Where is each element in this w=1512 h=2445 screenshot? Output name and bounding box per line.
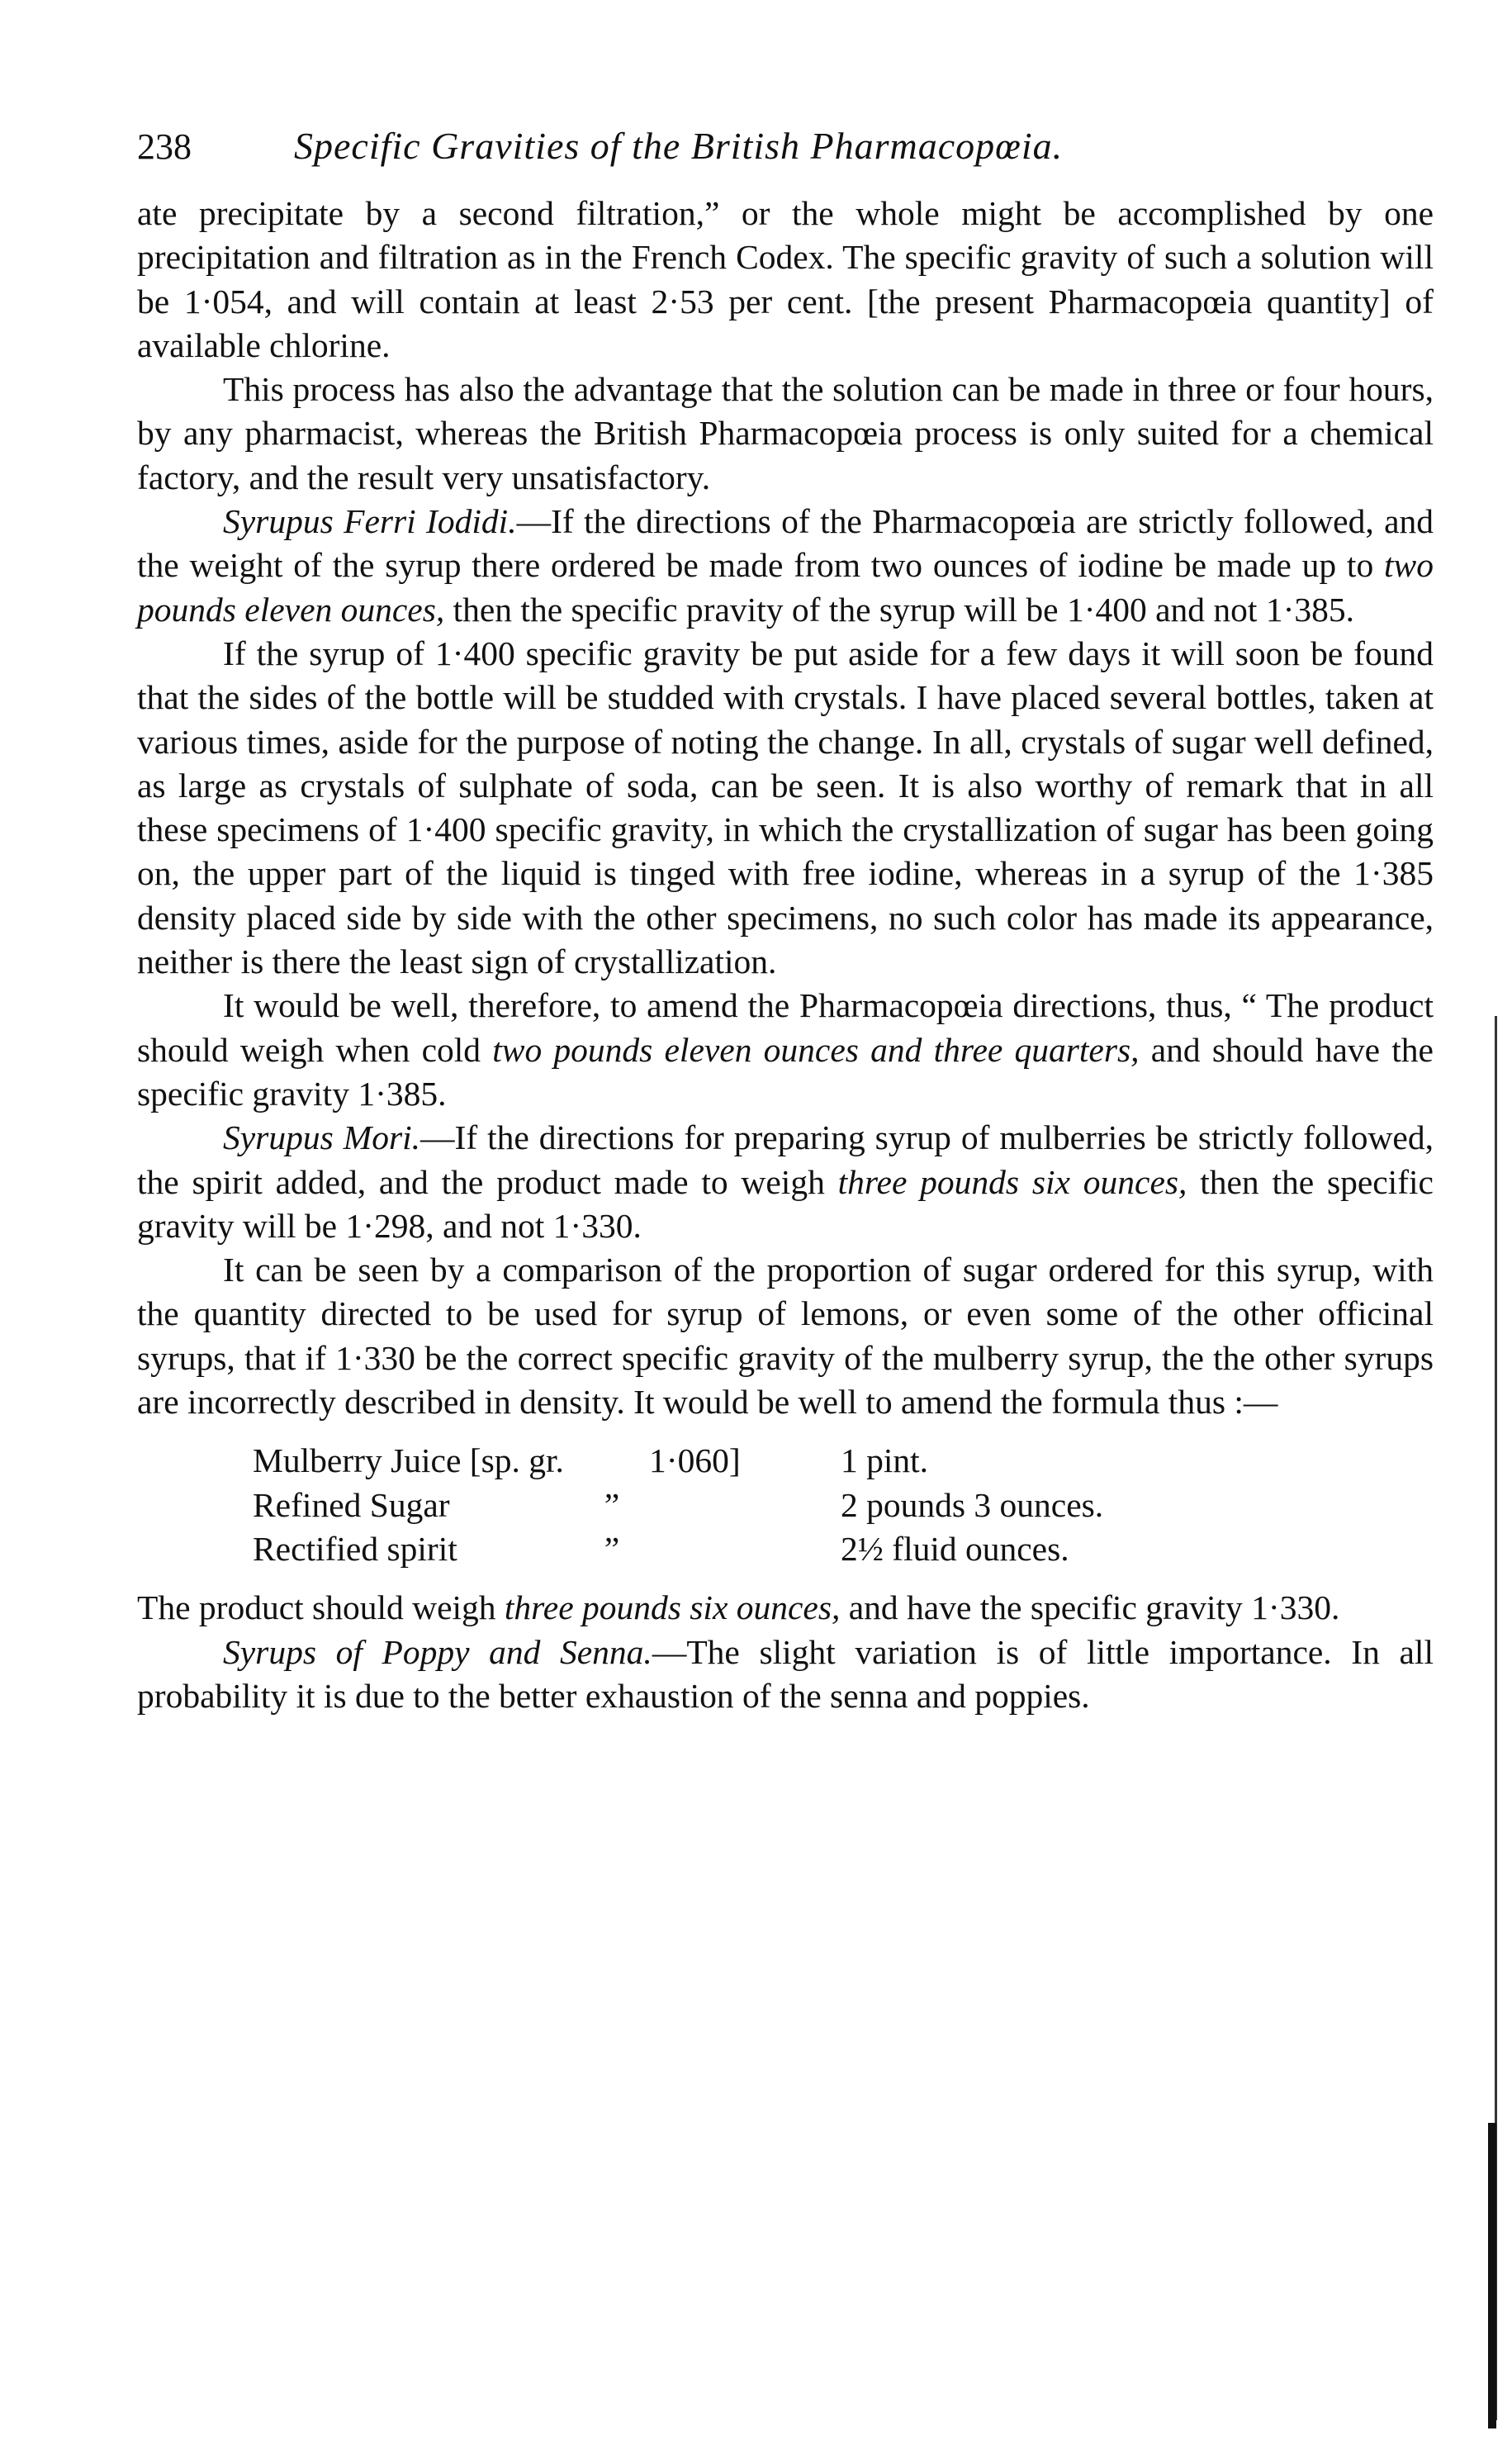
page-header (137, 124, 1434, 182)
formula-ditto: ” (604, 1485, 620, 1524)
formula-table (253, 1439, 1434, 1571)
paragraph-syrupus-mori (137, 1116, 1434, 1248)
paragraph-text: —If the directions of the Pharmacopœia are strictly followed, and the weight of the syrup there ordered be made from two ounces of iodine be made up to (137, 502, 1434, 585)
formula-quantity: 2 pounds 3 ounces. (841, 1485, 1104, 1524)
paragraph-text: and should have the specific gravity 1·385. (137, 1030, 1434, 1113)
emphasis-text: two pounds eleven ounces and three quarters, (492, 1030, 1140, 1069)
paragraph-text: It would be well, therefore, to amend the Pharmacopœia directions, thus, “ The product should weigh when cold (137, 986, 1434, 1069)
section-title-syrups-poppy-senna: Syrups of Poppy and Senna. (223, 1632, 652, 1671)
paragraph-text: The product should weigh (137, 1588, 505, 1627)
paragraph-amend-directions (137, 984, 1434, 1116)
paragraph-poppy-senna (137, 1631, 1434, 1719)
paragraph-comparison: It can be seen by a comparison of the proportion of sugar ordered for this syrup, with the quantity directed to be used for syrup of lemons, or even some of the other officinal syrups, that if 1·330 be the correct specific gravity of the mulberry syrup, the the other syrups are incorrectly described in density. It would be well to amend the formula thus :— (137, 1251, 1434, 1422)
formula-ingredient: Mulberry Juice [sp. gr. (253, 1441, 564, 1480)
formula-gravity (649, 1484, 841, 1527)
formula-gravity: 1·060] (649, 1441, 741, 1480)
formula-row (253, 1439, 1434, 1483)
formula-ingredient: Refined Sugar (253, 1485, 450, 1524)
formula-ditto: ” (604, 1529, 620, 1568)
emphasis-text: three pounds six ounces, (504, 1588, 841, 1627)
paragraph-text: —The slight variation is of little importance. In all probability it is due to the better exhaustion of the senna and poppies. (137, 1632, 1434, 1715)
running-head: Specific Gravities of the British Pharmacopœia. (294, 125, 1064, 167)
formula-gravity (649, 1527, 841, 1571)
formula-ingredient: Rectified spirit (253, 1529, 457, 1568)
paragraph-crystallization: If the syrup of 1·400 specific gravity be put aside for a few days it will soon be found that the sides of the bottle will be studded with crystals. I have placed several bottles, taken at various times, aside for the purpose of noting the change. In all, crystals of sugar well defined, as large as crystals of sulphate of soda, can be seen. It is also worthy of remark that in all these specimens of 1·400 specific gravity, in which the crystallization of sugar has been going on, the upper part of the liquid is tinged with free iodine, whereas in a syrup of the 1·385 density placed side by side with the other specimens, no such color has made its appearance, neither is there the least sign of crystallization. (137, 634, 1434, 981)
book-page (137, 124, 1434, 1718)
page-edge-shadow-bottom (1488, 2123, 1496, 2428)
section-title-syrupus-mori: Syrupus Mori. (223, 1118, 421, 1157)
emphasis-text: two pounds eleven ounces, (137, 546, 1434, 629)
paragraph-product-weight (137, 1586, 1434, 1630)
section-title-syrupus-ferri-iodidi: Syrupus Ferri Iodidi. (223, 502, 517, 541)
paragraph-process-advantage: This process has also the advantage that the solution can be made in three or four hours, by any pharmacist, whereas the British Pharmacopœia process is only suited for a chemical factory, and the result very unsatisfactory. (137, 370, 1434, 496)
paragraph-chlorine-solution: ate precipitate by a second filtration,” or the whole might be accomplished by one precipitation and filtration as in the French Codex. The specific gravity of such a solution will be 1·054, and will contain at least 2·53 per cent. [the present Pharmacopœia quantity] of available chlorine. (137, 194, 1434, 364)
page-number: 238 (137, 126, 192, 167)
emphasis-text: three pounds six ounces, (837, 1162, 1187, 1201)
paragraph-text: and have the specific gravity 1·330. (840, 1588, 1340, 1627)
formula-ditto (575, 1439, 649, 1483)
formula-row (253, 1484, 1434, 1527)
formula-quantity: 1 pint. (841, 1441, 929, 1480)
formula-quantity: 2½ fluid ounces. (841, 1529, 1069, 1568)
paragraph-syrupus-ferri-iodidi (137, 500, 1434, 632)
paragraph-text: then the specific gravity will be 1·298, and not 1·330. (137, 1162, 1434, 1245)
body-text (137, 192, 1434, 1718)
paragraph-text: —If the directions for preparing syrup of mulberries be strictly followed, the spirit added, and the product made to weigh (137, 1118, 1434, 1201)
paragraph-text: then the specific pravity of the syrup will be 1·400 and not 1·385. (444, 590, 1355, 629)
formula-row (253, 1527, 1434, 1571)
